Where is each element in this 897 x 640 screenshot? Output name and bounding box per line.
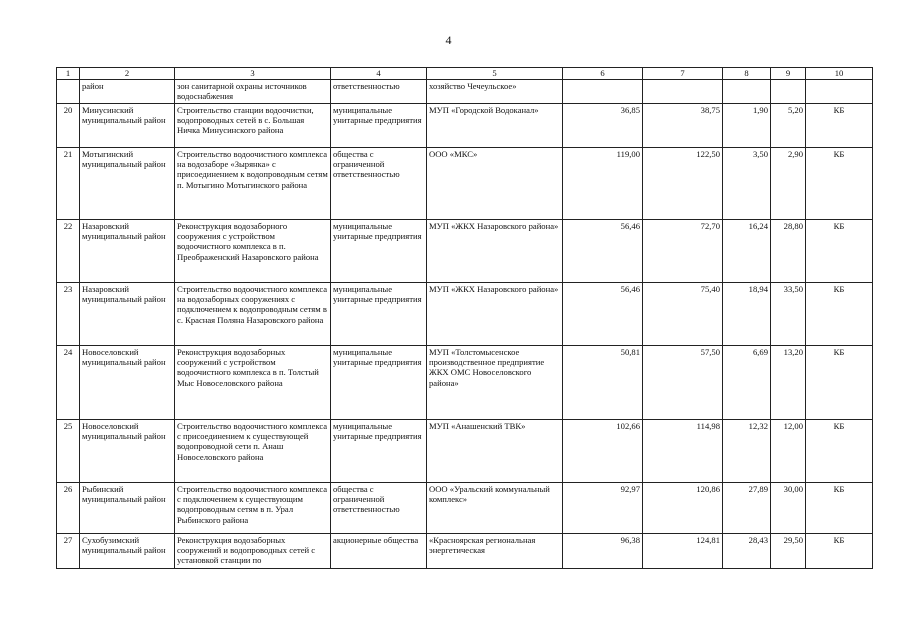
district-cell: Назаровский муниципальный район	[80, 220, 175, 283]
owner-type-cell: ответственностью	[331, 80, 427, 104]
value-cell: 114,98	[643, 420, 723, 483]
row-number-cell	[57, 80, 80, 104]
value-cell: 38,75	[643, 104, 723, 148]
table-row	[57, 148, 873, 220]
value-cell: 72,70	[643, 220, 723, 283]
project-cell: зон санитарной охраны источников водоснабжения	[175, 80, 331, 104]
source-cell	[806, 80, 873, 104]
organization-cell: хозяйство Чечеульское»	[427, 80, 563, 104]
value-cell: 124,81	[643, 534, 723, 569]
column-header: 1	[57, 68, 80, 80]
row-number-cell: 21	[57, 148, 80, 220]
source-cell: КБ	[806, 220, 873, 283]
source-cell: КБ	[806, 346, 873, 420]
value-cell: 56,46	[563, 283, 643, 346]
projects-table	[56, 67, 873, 569]
column-header: 10	[806, 68, 873, 80]
column-header: 4	[331, 68, 427, 80]
value-cell: 119,00	[563, 148, 643, 220]
value-cell: 28,43	[723, 534, 771, 569]
value-cell: 122,50	[643, 148, 723, 220]
table-row	[57, 534, 873, 569]
value-cell: 12,32	[723, 420, 771, 483]
value-cell: 102,66	[563, 420, 643, 483]
district-cell: Мотыгинский муниципальный район	[80, 148, 175, 220]
value-cell	[643, 80, 723, 104]
source-cell: КБ	[806, 283, 873, 346]
table-row-continuation	[57, 80, 873, 104]
row-number-cell: 24	[57, 346, 80, 420]
organization-cell: «Красноярская региональная энергетическая	[427, 534, 563, 569]
organization-cell: МУП «ЖКХ Назаровского района»	[427, 283, 563, 346]
owner-type-cell: муниципальные унитарные предприятия	[331, 283, 427, 346]
column-header: 8	[723, 68, 771, 80]
value-cell: 2,90	[771, 148, 806, 220]
value-cell: 92,97	[563, 483, 643, 534]
owner-type-cell: общества с ограниченной ответственностью	[331, 148, 427, 220]
column-header: 7	[643, 68, 723, 80]
owner-type-cell: муниципальные унитарные предприятия	[331, 220, 427, 283]
district-cell: Рыбинский муниципальный район	[80, 483, 175, 534]
value-cell: 5,20	[771, 104, 806, 148]
value-cell: 13,20	[771, 346, 806, 420]
table-row	[57, 420, 873, 483]
owner-type-cell: акционерные общества	[331, 534, 427, 569]
value-cell: 12,00	[771, 420, 806, 483]
project-cell: Реконструкция водозаборного сооружения с устройством водоочистного комплекса в п. Преображенский Назаровского района	[175, 220, 331, 283]
project-cell: Реконструкция водозаборных сооружений и водопроводных сетей с установкой станции по	[175, 534, 331, 569]
row-number-cell: 23	[57, 283, 80, 346]
value-cell: 27,89	[723, 483, 771, 534]
page-number: 4	[445, 33, 452, 47]
source-cell: КБ	[806, 104, 873, 148]
district-cell: район	[80, 80, 175, 104]
value-cell: 3,50	[723, 148, 771, 220]
table-row	[57, 483, 873, 534]
organization-cell: МУП «ЖКХ Назаровского района»	[427, 220, 563, 283]
owner-type-cell: муниципальные унитарные предприятия	[331, 346, 427, 420]
row-number-cell: 22	[57, 220, 80, 283]
value-cell: 75,40	[643, 283, 723, 346]
column-header: 3	[175, 68, 331, 80]
row-number-cell: 20	[57, 104, 80, 148]
project-cell: Строительство водоочистного комплекса с присоединением к существующей водопроводной сети п. Анаш Новоселовского района	[175, 420, 331, 483]
value-cell: 96,38	[563, 534, 643, 569]
value-cell: 33,50	[771, 283, 806, 346]
value-cell	[563, 80, 643, 104]
project-cell: Строительство станции водоочистки, водопроводных сетей в с. Большая Ничка Минусинского района	[175, 104, 331, 148]
table-row	[57, 220, 873, 283]
table-row	[57, 104, 873, 148]
source-cell: КБ	[806, 420, 873, 483]
district-cell: Новоселовский муниципальный район	[80, 346, 175, 420]
organization-cell: МУП «Городской Водоканал»	[427, 104, 563, 148]
value-cell: 16,24	[723, 220, 771, 283]
organization-cell: МУП «Толстомысенское производственное предприятие ЖКХ ОМС Новоселовского района»	[427, 346, 563, 420]
table-row	[57, 346, 873, 420]
value-cell: 50,81	[563, 346, 643, 420]
district-cell: Назаровский муниципальный район	[80, 283, 175, 346]
header-row	[57, 68, 873, 80]
value-cell	[771, 80, 806, 104]
owner-type-cell: муниципальные унитарные предприятия	[331, 104, 427, 148]
source-cell: КБ	[806, 534, 873, 569]
column-header: 2	[80, 68, 175, 80]
source-cell: КБ	[806, 483, 873, 534]
value-cell: 6,69	[723, 346, 771, 420]
value-cell: 29,50	[771, 534, 806, 569]
organization-cell: ООО «Уральский коммунальный комплекс»	[427, 483, 563, 534]
column-header: 6	[563, 68, 643, 80]
source-cell: КБ	[806, 148, 873, 220]
value-cell: 36,85	[563, 104, 643, 148]
organization-cell: ООО «МКС»	[427, 148, 563, 220]
column-header: 5	[427, 68, 563, 80]
value-cell	[723, 80, 771, 104]
value-cell: 30,00	[771, 483, 806, 534]
district-cell: Сухобузимский муниципальный район	[80, 534, 175, 569]
district-cell: Минусинский муниципальный район	[80, 104, 175, 148]
owner-type-cell: муниципальные унитарные предприятия	[331, 420, 427, 483]
value-cell: 120,86	[643, 483, 723, 534]
project-cell: Строительство водоочистного комплекса на водозаборных сооружениях с подключением к водопроводным сетям в с. Красная Поляна Назаровского района	[175, 283, 331, 346]
value-cell: 28,80	[771, 220, 806, 283]
project-cell: Реконструкция водозаборных сооружений с устройством водоочистного комплекса в п. Толстый Мыс Новоселовского района	[175, 346, 331, 420]
row-number-cell: 27	[57, 534, 80, 569]
value-cell: 1,90	[723, 104, 771, 148]
value-cell: 56,46	[563, 220, 643, 283]
project-cell: Строительство водоочистного комплекса на водозаборе «Зырянка» с присоединением к водопроводным сетям п. Мотыгино Мотыгинского района	[175, 148, 331, 220]
organization-cell: МУП «Анашенский ТВК»	[427, 420, 563, 483]
column-header: 9	[771, 68, 806, 80]
project-cell: Строительство водоочистного комплекса с подключением к существующим водопроводным сетям в п. Урал Рыбинского района	[175, 483, 331, 534]
district-cell: Новоселовский муниципальный район	[80, 420, 175, 483]
row-number-cell: 26	[57, 483, 80, 534]
value-cell: 57,50	[643, 346, 723, 420]
owner-type-cell: общества с ограниченной ответственностью	[331, 483, 427, 534]
row-number-cell: 25	[57, 420, 80, 483]
table-row	[57, 283, 873, 346]
value-cell: 18,94	[723, 283, 771, 346]
